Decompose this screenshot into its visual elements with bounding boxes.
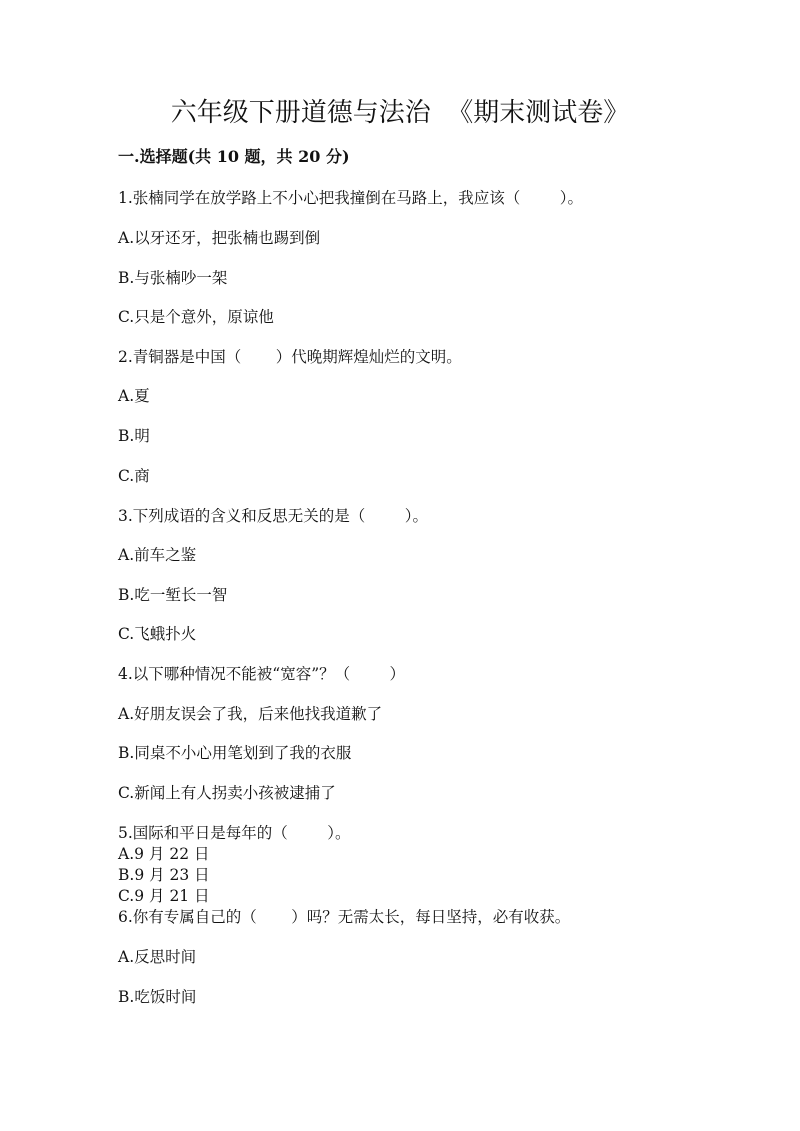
answer-option: C.9 月 21 日 — [118, 887, 210, 905]
answer-option: C.只是个意外，原谅他 — [118, 308, 274, 326]
answer-option: B.同桌不小心用笔划到了我的衣服 — [118, 744, 352, 762]
question-stem: 2.青铜器是中国（ ）代晚期辉煌灿烂的文明。 — [118, 348, 462, 366]
answer-option: C.飞蛾扑火 — [118, 625, 197, 643]
answer-option: A.夏 — [118, 387, 150, 405]
question-stem: 1.张楠同学在放学路上不小心把我撞倒在马路上，我应该（ ）。 — [118, 189, 583, 207]
question-stem: 6.你有专属自己的（ ）吗？无需太长，每日坚持，必有收获。 — [118, 908, 571, 926]
answer-option: B.吃一堑长一智 — [118, 586, 228, 604]
answer-option: A.以牙还牙，把张楠也踢到倒 — [118, 229, 321, 247]
answer-option: A.前车之鉴 — [118, 546, 197, 564]
answer-option: B.9 月 23 日 — [118, 866, 210, 884]
answer-option: A.9 月 22 日 — [118, 845, 210, 863]
question-stem: 4.以下哪种情况不能被“宽容”？（ ） — [118, 665, 406, 683]
answer-option: B.与张楠吵一架 — [118, 269, 228, 287]
question-stem: 3.下列成语的含义和反思无关的是（ ）。 — [118, 507, 428, 525]
answer-option: B.明 — [118, 427, 150, 445]
answer-option: C.商 — [118, 467, 150, 485]
answer-option: B.吃饭时间 — [118, 988, 197, 1006]
exam-title: 六年级下册道德与法治 《期末测试卷》 — [170, 98, 630, 128]
answer-option: C.新闻上有人拐卖小孩被逮捕了 — [118, 784, 336, 802]
answer-option: A.反思时间 — [118, 948, 197, 966]
question-stem: 5.国际和平日是每年的（ ）。 — [118, 824, 351, 842]
section-heading: 一.选择题(共 10 题，共 20 分) — [118, 147, 350, 166]
answer-option: A.好朋友误会了我，后来他找我道歉了 — [118, 705, 383, 723]
